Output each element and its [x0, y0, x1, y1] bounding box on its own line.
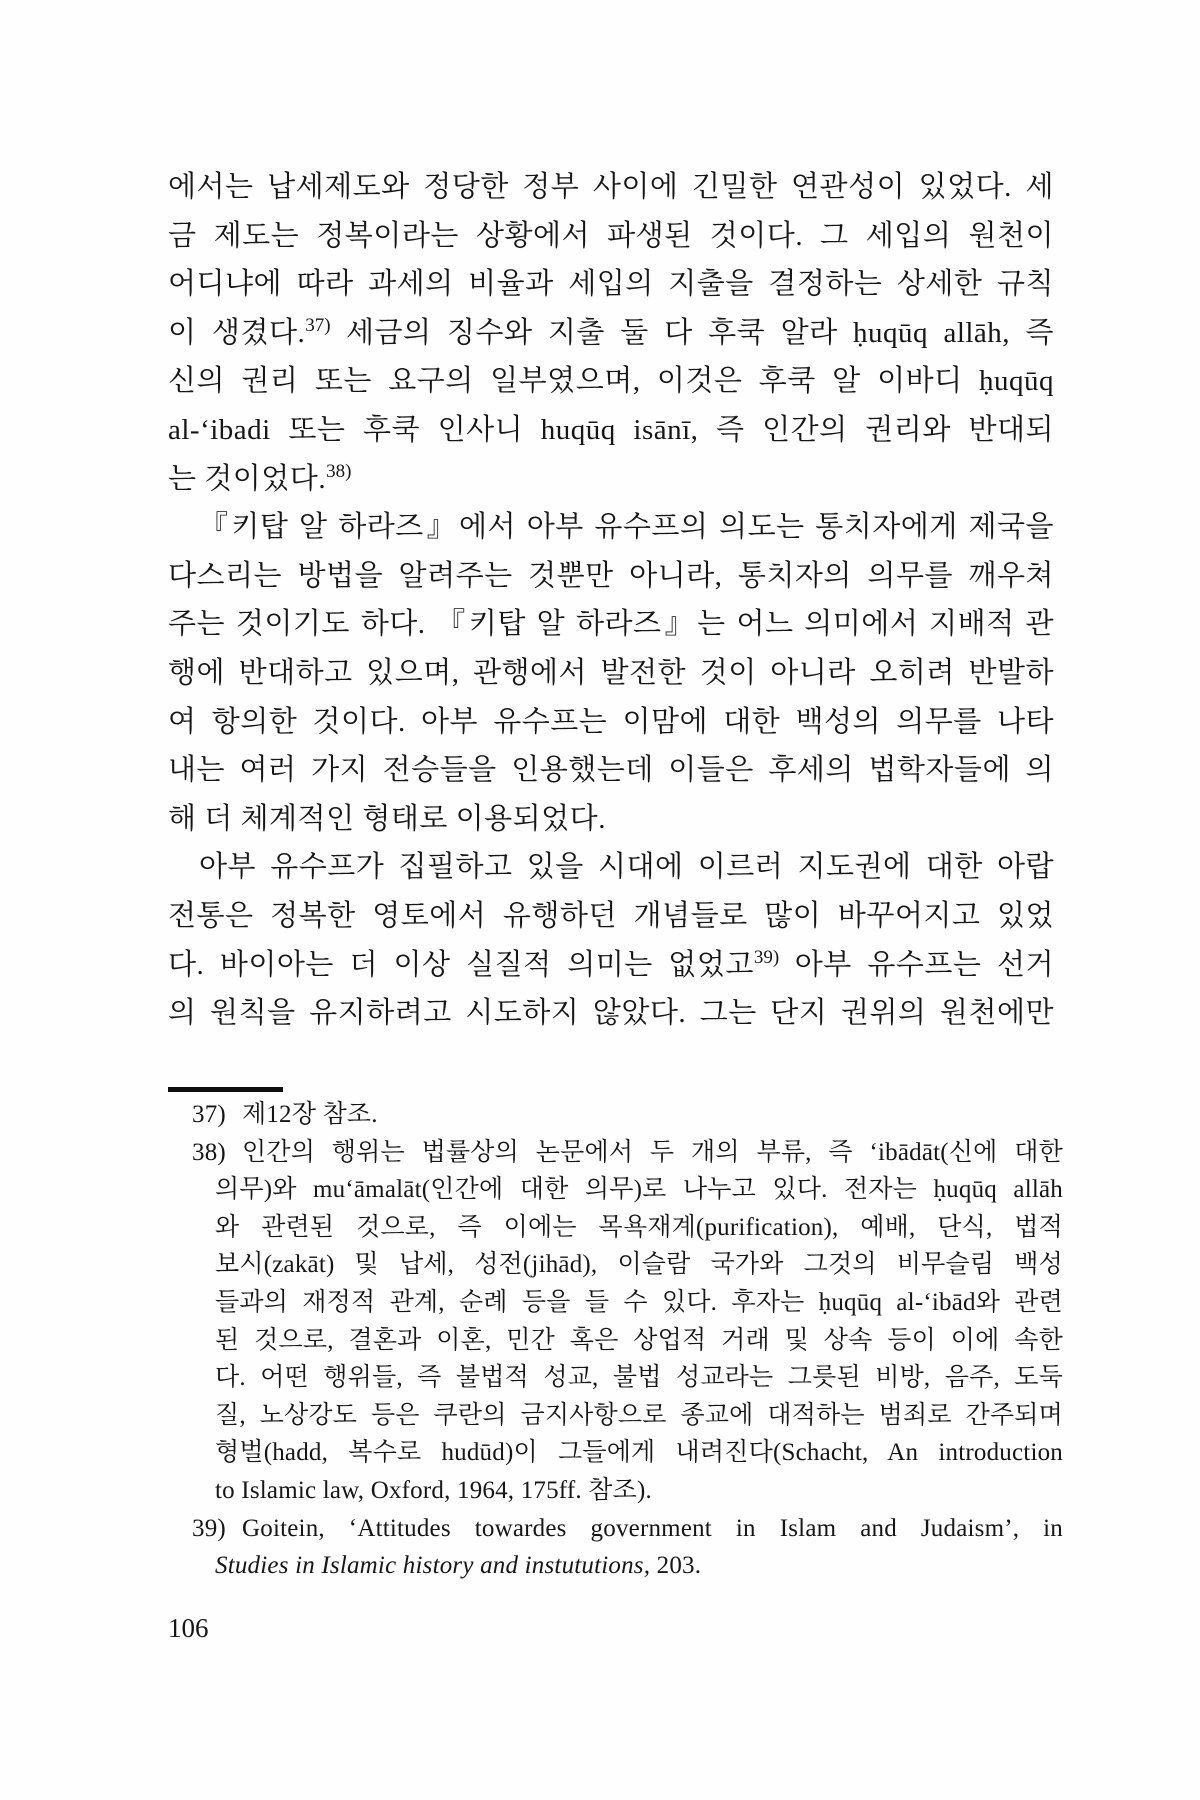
footnote-text: 들과의 재정적 관계, 순례 등을 들 수 있다. 후자는 ḥuqūq al-‘ibād와 관련: [215, 1288, 1063, 1316]
footnote-text: 와 관련된 것으로, 즉 이에는 목욕재계(purification), 예배, 단식, 법적: [215, 1213, 1063, 1241]
text-line: [168, 260, 1054, 309]
text-segment: al-‘ibadi 또는 후쿡 인사니 huqūq isānī, 즉 인간의 권리와 반대되: [168, 413, 1054, 446]
footnote-line: [215, 1171, 1063, 1209]
footnote-text: to Islamic law, Oxford, 1964, 175ff. 참조).: [215, 1476, 652, 1504]
text-line: [168, 649, 1054, 698]
footnote-line: [215, 1322, 1063, 1360]
footnote-text: 의무)와 mu‘āmalāt(인간에 대한 의무)로 나누고 있다. 전자는 ḥuqūq allāh: [215, 1176, 1063, 1204]
text-segment: 다스리는 방법을 알려주는 것뿐만 아니라, 통치자의 의무를 깨우쳐: [168, 559, 1054, 592]
footnote-text: Goitein, ‘Attitudes towardes government in Islam and Judaism’, in: [242, 1514, 1063, 1542]
text-line: [168, 941, 1054, 990]
text-segment: 어디냐에 따라 과세의 비율과 세입의 지출을 결정하는 상세한 규칙: [168, 268, 1054, 301]
footnote-text: 제12장 참조.: [242, 1101, 378, 1128]
text-line-paragraph-start: [168, 503, 1054, 552]
text-segment: 는 것이었다.: [168, 462, 327, 495]
text-line: [168, 212, 1054, 261]
footnote-line-39: [192, 1510, 1063, 1548]
text-line: [168, 746, 1054, 795]
footnote-ref-37: 37): [305, 314, 331, 336]
footnote-line: [215, 1547, 1063, 1585]
text-segment: 전통은 정복한 영토에서 유행하던 개념들로 많이 바꾸어지고 있었: [168, 899, 1054, 932]
text-line: [168, 552, 1054, 601]
text-segment: 여 항의한 것이다. 아부 유수프는 이맘에 대한 백성의 의무를 나타: [168, 705, 1054, 738]
footnote-line-37: [192, 1096, 1063, 1134]
text-segment: 행에 반대하고 있으며, 관행에서 발전한 것이 아니라 오히려 반발하: [168, 656, 1054, 689]
text-line: [168, 309, 1054, 358]
footnote-line: [215, 1284, 1063, 1322]
footnote-text: 203.: [650, 1552, 702, 1580]
footnote-line: [215, 1359, 1063, 1397]
footnote-text: 형벌(hadd, 복수로 hudūd)이 그들에게 내려진다(Schacht, An introduction: [215, 1439, 1063, 1467]
text-line: [168, 357, 1054, 406]
text-line: [168, 600, 1054, 649]
text-segment: 다. 바이아는 더 이상 실질적 의미는 없었고: [168, 948, 754, 981]
text-segment: 금 제도는 정복이라는 상황에서 파생된 것이다. 그 세입의 원천이: [168, 219, 1054, 252]
text-segment: 아부 유수프는 선거: [779, 948, 1054, 981]
footnote-line: [215, 1472, 1063, 1510]
footnote-ref-39: 39): [753, 946, 780, 968]
footnote-separator: [168, 1087, 283, 1092]
text-segment: 에서는 납세제도와 정당한 정부 사이에 긴밀한 연관성이 있었다. 세: [168, 171, 1054, 203]
text-segment: 『키탑 알 하라즈』에서 아부 유수프의 의도는 통치자에게 제국을: [199, 511, 1054, 544]
footnote-line-38: [192, 1134, 1063, 1172]
text-segment: 아부 유수프가 집필하고 있을 시대에 이르러 지도권에 대한 아랍: [199, 851, 1054, 884]
footnote-book-title: Studies in Islamic history and instututions,: [215, 1552, 651, 1580]
text-line: [168, 698, 1054, 747]
text-line: [168, 163, 1054, 212]
footnote-text: 보시(zakāt) 및 납세, 성전(jihād), 이슬람 국가와 그것의 비무슬림 백성: [215, 1251, 1063, 1279]
footnote-line: [215, 1397, 1063, 1435]
text-line: [168, 406, 1054, 455]
text-segment: 내는 여러 가지 전승들을 인용했는데 이들은 후세의 법학자들에 의: [168, 754, 1054, 787]
footnotes: [192, 1096, 1063, 1585]
text-line: [168, 455, 1054, 504]
footnote-text: 질, 노상강도 등은 쿠란의 금지사항으로 종교에 대적하는 범죄로 간주되며: [215, 1401, 1063, 1429]
body-text: [168, 163, 1054, 1038]
text-segment: 해 더 체계적인 형태로 이용되었다.: [168, 802, 606, 835]
text-line: [168, 989, 1054, 1038]
text-line: [168, 892, 1054, 941]
text-line-paragraph-start: [168, 843, 1054, 892]
footnote-text: 된 것으로, 결혼과 이혼, 민간 혹은 상업적 거래 및 상속 등이 이에 속한: [215, 1326, 1063, 1354]
text-line: [168, 795, 1054, 844]
text-segment: 이 생겼다.: [168, 316, 306, 349]
footnote-line: [215, 1209, 1063, 1247]
footnote-number: 38): [192, 1138, 226, 1166]
text-segment: 주는 것이기도 하다. 『키탑 알 하라즈』는 어느 의미에서 지배적 관: [168, 608, 1054, 641]
text-segment: 세금의 징수와 지출 둘 다 후쿡 알라 ḥuqūq allāh, 즉: [330, 316, 1054, 349]
footnote-number: 39): [192, 1514, 226, 1542]
text-segment: 신의 권리 또는 요구의 일부였으며, 이것은 후쿡 알 이바디 ḥuqūq: [168, 365, 1054, 398]
footnote-number: 37): [192, 1101, 226, 1128]
footnote-line: [215, 1246, 1063, 1284]
page-number: 106: [168, 1613, 209, 1643]
footnote-text: 다. 어떤 행위들, 즉 불법적 성교, 불법 성교라는 그릇된 비방, 음주, 도둑: [215, 1364, 1063, 1392]
footnote-line: [215, 1434, 1063, 1472]
text-segment: 의 원칙을 유지하려고 시도하지 않았다. 그는 단지 권위의 원천에만: [168, 997, 1054, 1030]
footnote-ref-38: 38): [326, 460, 352, 482]
footnote-text: 인간의 행위는 법률상의 논문에서 두 개의 부류, 즉 ‘ibādāt(신에 대한: [242, 1138, 1063, 1166]
